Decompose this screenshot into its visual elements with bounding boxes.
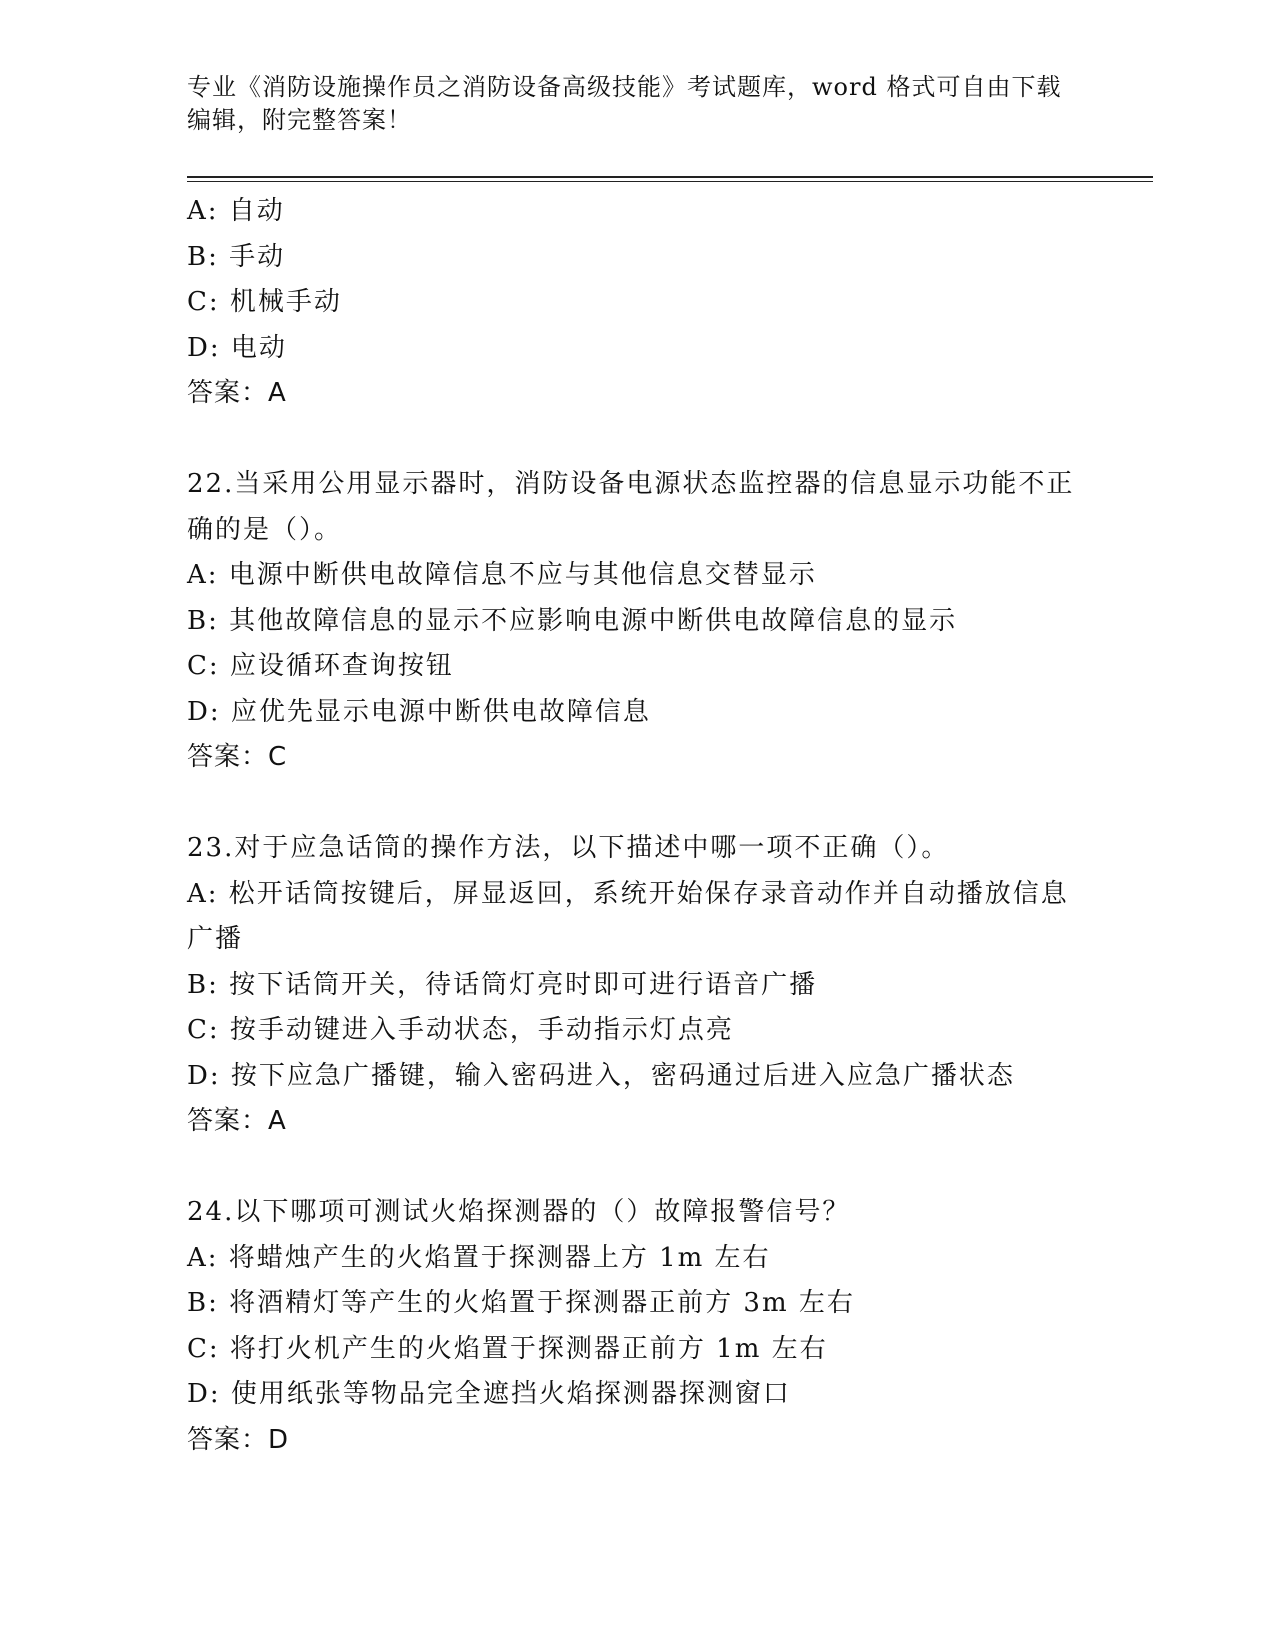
question-block-21 (187, 189, 1087, 417)
option-a: A: 松开话筒按键后，屏显返回，系统开始保存录音动作并自动播放信息广播 (187, 878, 1069, 954)
question-list (187, 189, 1087, 1463)
option-c: C: 按手动键进入手动状态，手动指示灯点亮 (187, 1015, 734, 1045)
option-a: A: 电源中断供电故障信息不应与其他信息交替显示 (187, 560, 817, 590)
answer: 答案：A (187, 1106, 287, 1136)
question-block-23 (187, 826, 1087, 1145)
option-b: B: 将酒精灯等产生的火焰置于探测器正前方 3m 左右 (187, 1288, 855, 1318)
spacer (187, 417, 1087, 463)
option-b: B: 按下话筒开关，待话筒灯亮时即可进行语音广播 (187, 969, 818, 1000)
answer: 答案：A (187, 378, 287, 408)
option-a: A: 自动 (187, 196, 285, 226)
option-d: D: 应优先显示电源中断供电故障信息 (187, 696, 651, 727)
option-c: C: 机械手动 (187, 287, 342, 317)
answer: 答案：C (187, 742, 288, 772)
option-c: C: 应设循环查询按钮 (187, 651, 454, 681)
question-stem: 24.以下哪项可测试火焰探测器的（）故障报警信号？ (187, 1197, 851, 1227)
option-d: D: 按下应急广播键，输入密码进入，密码通过后进入应急广播状态 (187, 1060, 1015, 1091)
answer: 答案：D (187, 1424, 290, 1455)
option-a: A: 将蜡烛产生的火焰置于探测器上方 1m 左右 (187, 1242, 771, 1273)
spacer (187, 1145, 1087, 1191)
spacer (187, 781, 1087, 827)
option-b: B: 其他故障信息的显示不应影响电源中断供电故障信息的显示 (187, 605, 958, 636)
question-stem: 22.当采用公用显示器时，消防设备电源状态监控器的信息显示功能不正确的是（）。 (187, 469, 1075, 545)
question-stem: 23.对于应急话筒的操作方法，以下描述中哪一项不正确（）。 (187, 833, 950, 863)
header-rule-thick (187, 176, 1153, 178)
option-d: D: 使用纸张等物品完全遮挡火焰探测器探测窗口 (187, 1379, 791, 1409)
question-block-24 (187, 1190, 1087, 1463)
document-header: 专业《消防设施操作员之消防设备高级技能》考试题库，word 格式可自由下载编辑，附完整答案！ (187, 73, 1062, 134)
option-c: C: 将打火机产生的火焰置于探测器正前方 1m 左右 (187, 1333, 828, 1364)
option-b: B: 手动 (187, 241, 286, 272)
question-block-22 (187, 462, 1087, 781)
option-d: D: 电动 (187, 332, 287, 363)
header-rule-thin (187, 181, 1153, 182)
